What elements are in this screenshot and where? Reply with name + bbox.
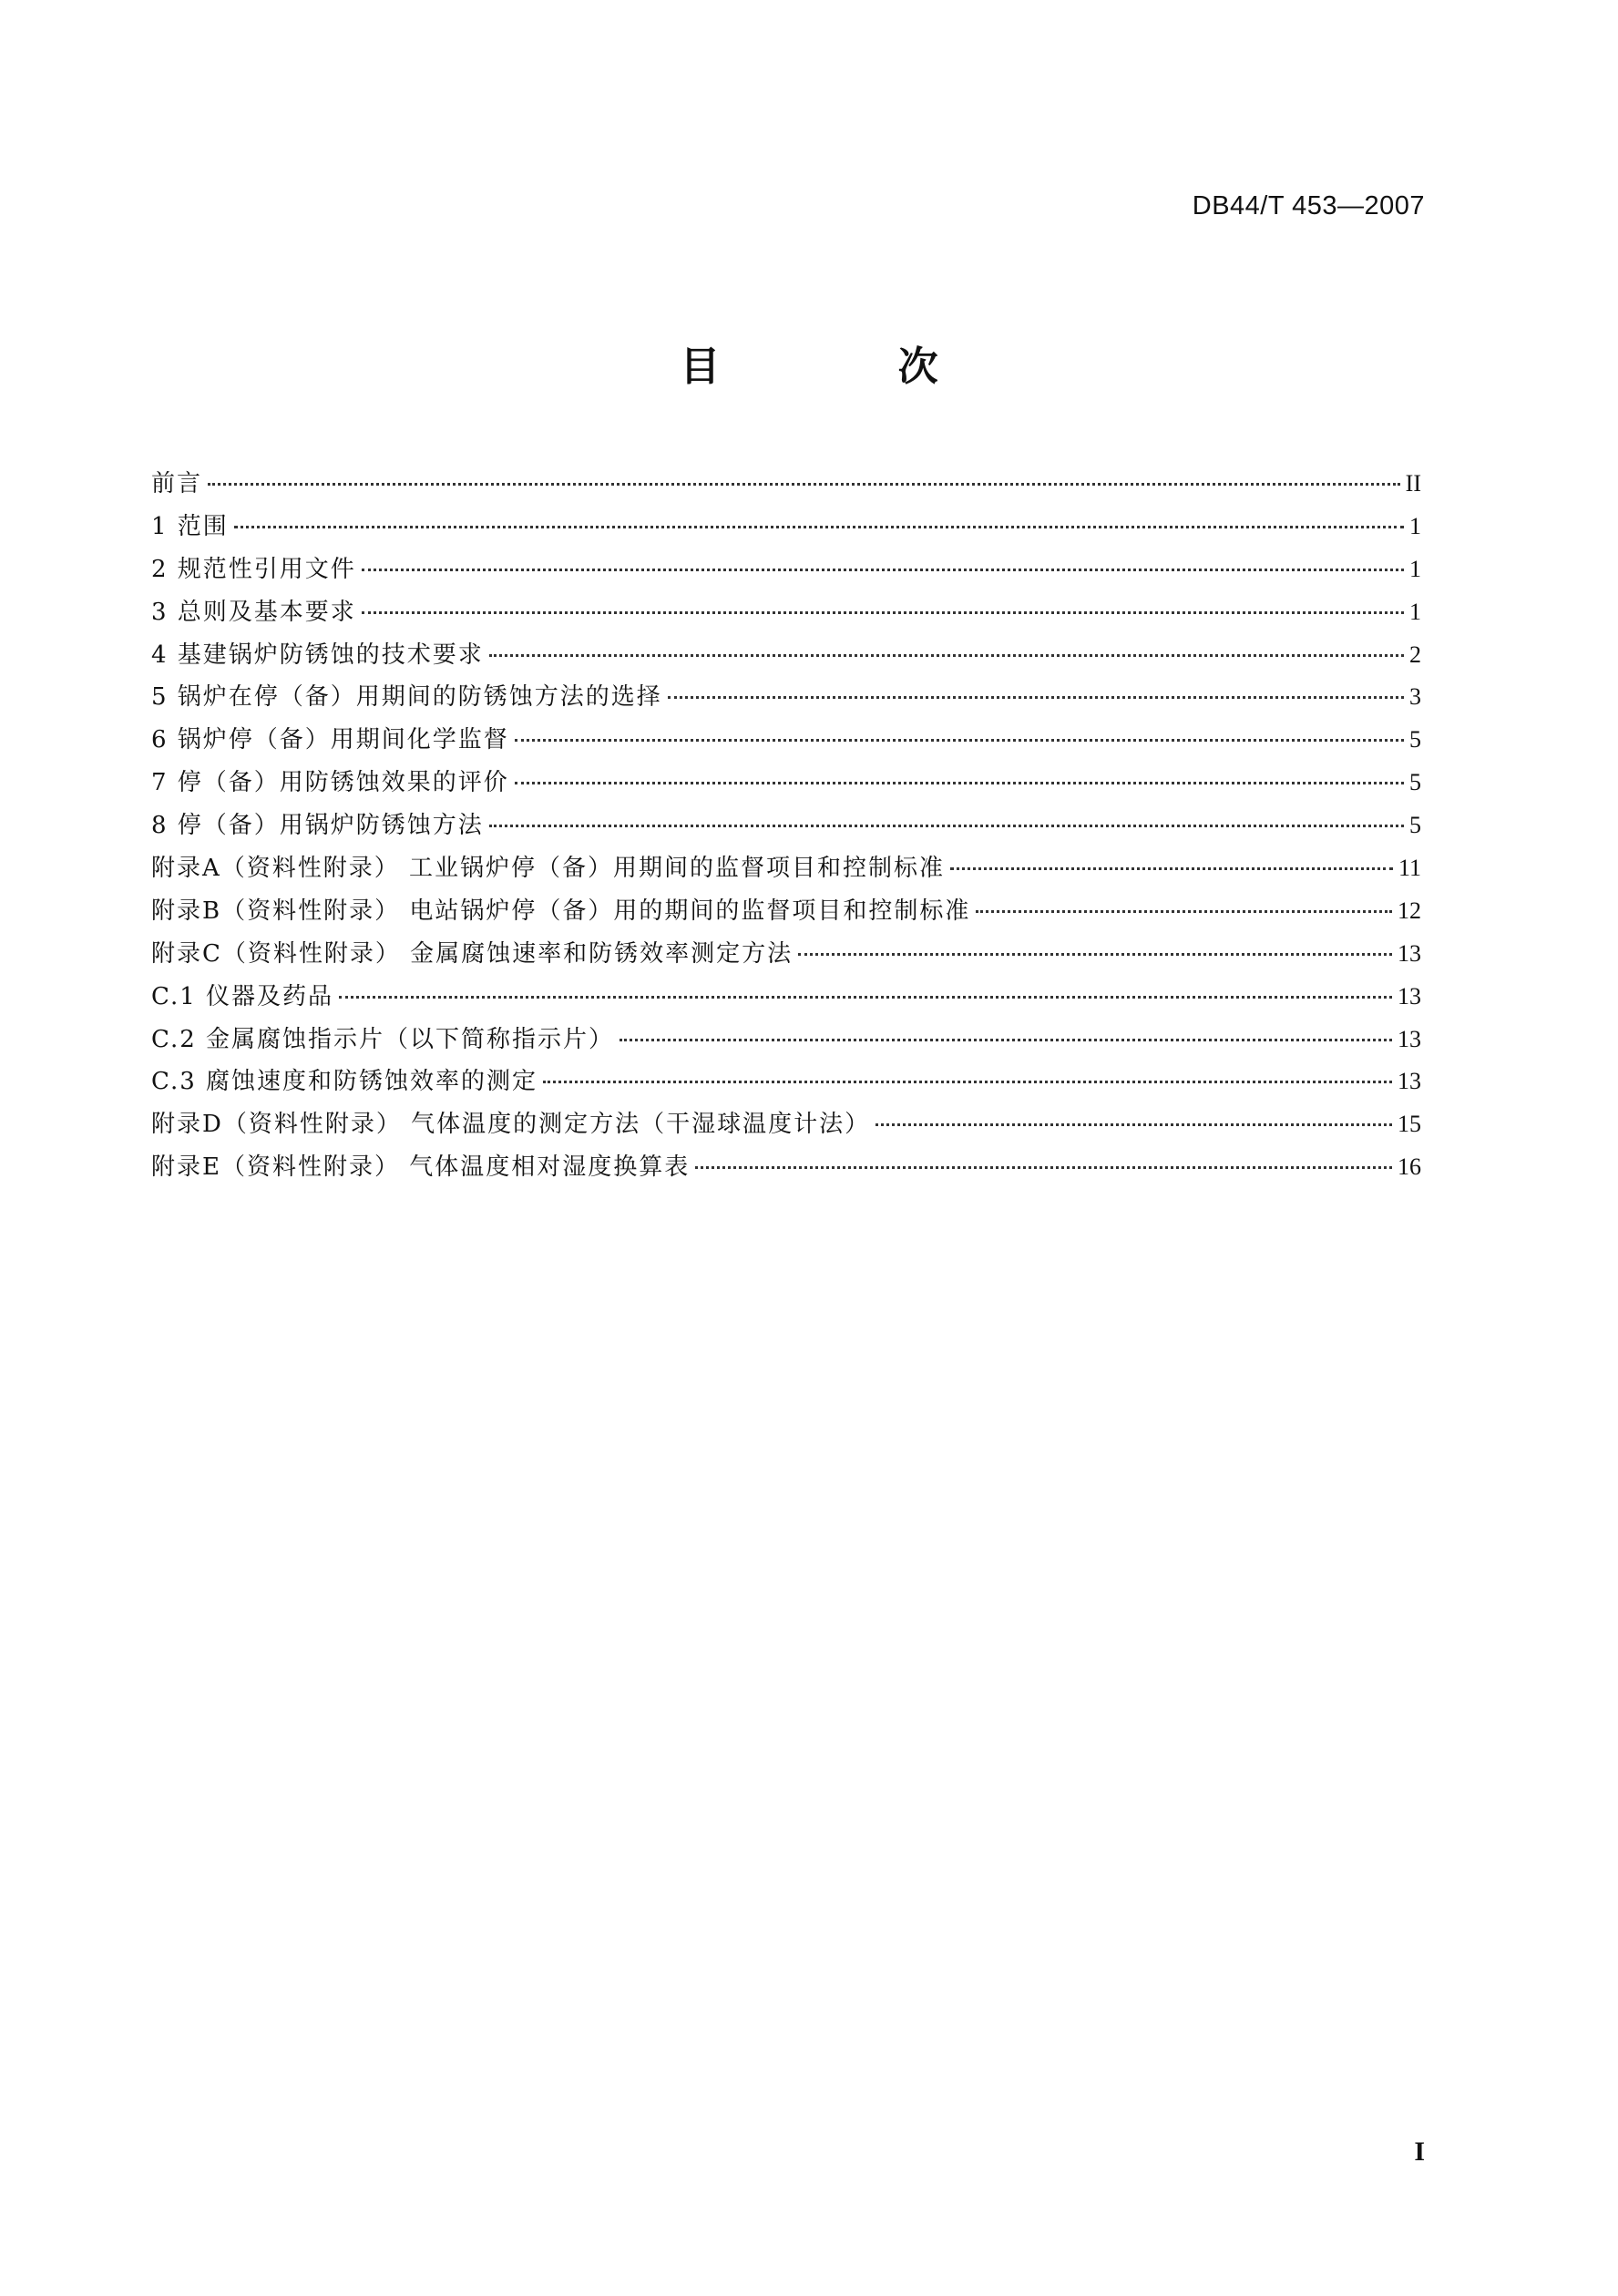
toc-entry[interactable] (151, 849, 1421, 892)
toc-dot-leader (620, 1039, 1392, 1041)
toc-dot-leader (515, 739, 1404, 742)
toc-entry[interactable] (151, 1020, 1421, 1063)
toc-dot-leader (489, 654, 1404, 657)
toc-entry-label: C.3 腐蚀速度和防锈蚀效率的测定 (151, 1068, 538, 1096)
toc-entry-label: 附录D（资料性附录） 气体温度的测定方法（干湿球温度计法） (151, 1111, 871, 1139)
toc-dot-leader (695, 1166, 1392, 1169)
toc-entry[interactable] (151, 1105, 1421, 1148)
toc-dot-leader (208, 483, 1400, 486)
toc-entry[interactable] (151, 1148, 1421, 1191)
toc-entry-label: 附录B（资料性附录） 电站锅炉停（备）用的期间的监督项目和控制标准 (151, 897, 971, 925)
toc-entry[interactable] (151, 465, 1421, 507)
toc-entry-page: 13 (1398, 982, 1421, 1010)
toc-entry[interactable] (151, 764, 1421, 806)
toc-dot-leader (668, 696, 1404, 699)
toc-dot-leader (976, 910, 1392, 913)
toc-entry-page: 1 (1409, 555, 1421, 582)
document-code: DB44/T 453—2007 (1192, 191, 1425, 220)
toc-entry-page: 5 (1409, 726, 1421, 753)
toc-entry-label: 前言 (151, 470, 203, 497)
page-title: 目 次 (680, 343, 1020, 390)
toc-dot-leader (543, 1081, 1392, 1083)
toc-entry-label: 3 总则及基本要求 (151, 598, 356, 626)
toc-dot-leader (362, 611, 1404, 614)
toc-entry-label: 附录E（资料性附录） 气体温度相对湿度换算表 (151, 1153, 691, 1182)
toc-entry[interactable] (151, 721, 1421, 764)
toc-entry-page: 1 (1409, 598, 1421, 625)
toc-entry[interactable] (151, 1062, 1421, 1105)
toc-dot-leader (798, 953, 1392, 956)
toc-entry-label: 5 锅炉在停（备）用期间的防锈蚀方法的选择 (151, 683, 662, 712)
toc-entry-page: 2 (1409, 641, 1421, 668)
toc-entry-page: 12 (1398, 897, 1421, 924)
toc-entry-label: C.2 金属腐蚀指示片（以下简称指示片） (151, 1025, 615, 1053)
toc-entry-page: 5 (1409, 769, 1421, 796)
toc-entry-label: 1 范围 (151, 512, 229, 540)
toc-entry-label: 7 停（备）用防锈蚀效果的评价 (151, 769, 509, 797)
toc-entry[interactable] (151, 593, 1421, 636)
toc-entry-page: 11 (1398, 855, 1421, 882)
toc-entry-label: C.1 仪器及药品 (151, 982, 334, 1010)
toc-entry[interactable] (151, 678, 1421, 721)
toc-entry[interactable] (151, 806, 1421, 849)
toc-entry-label: 附录C（资料性附录） 金属腐蚀速率和防锈效率测定方法 (151, 939, 794, 968)
toc-entry[interactable] (151, 507, 1421, 550)
toc-entry-page: 13 (1398, 1025, 1421, 1052)
toc-dot-leader (339, 996, 1392, 999)
toc-entry-page: 1 (1409, 512, 1421, 539)
toc-dot-leader (950, 867, 1393, 870)
toc-entry[interactable] (151, 550, 1421, 593)
toc-dot-leader (876, 1123, 1392, 1126)
toc-entry-page: 13 (1398, 1068, 1421, 1095)
toc-entry-page: 15 (1398, 1111, 1421, 1138)
toc-entry[interactable] (151, 935, 1421, 978)
page-number: I (1414, 2137, 1425, 2167)
toc-dot-leader (515, 782, 1404, 784)
toc-entry-label: 6 锅炉停（备）用期间化学监督 (151, 726, 509, 754)
toc-dot-leader (489, 825, 1404, 827)
toc-entry-page: 5 (1409, 812, 1421, 839)
toc-entry-label: 8 停（备）用锅炉防锈蚀方法 (151, 812, 484, 840)
toc-entry-page: II (1405, 470, 1421, 497)
toc-entry-page: 13 (1398, 939, 1421, 967)
toc-entry[interactable] (151, 892, 1421, 935)
toc-entry[interactable] (151, 978, 1421, 1020)
toc-entry-page: 3 (1409, 683, 1421, 711)
toc-dot-leader (234, 526, 1404, 528)
toc-entry-label: 4 基建锅炉防锈蚀的技术要求 (151, 641, 484, 669)
toc-entry-label: 2 规范性引用文件 (151, 555, 356, 583)
table-of-contents (151, 465, 1421, 1191)
toc-entry-label: 附录A（资料性附录） 工业锅炉停（备）用期间的监督项目和控制标准 (151, 855, 946, 883)
toc-entry[interactable] (151, 636, 1421, 679)
toc-entry-page: 16 (1398, 1153, 1421, 1181)
toc-dot-leader (362, 569, 1404, 571)
